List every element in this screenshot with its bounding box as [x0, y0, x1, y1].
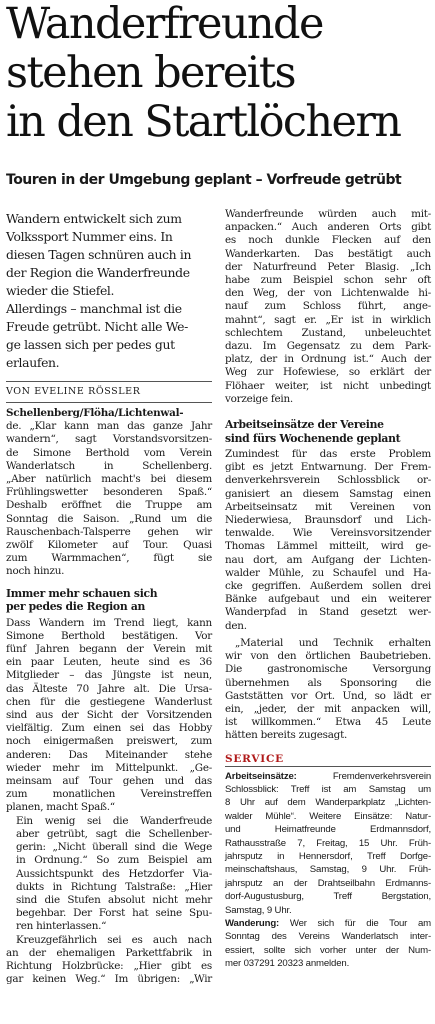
body-line: „Material und Technik erhalten	[235, 636, 431, 649]
body-line: sind aus der Sicht der Vorsitzenden	[6, 709, 212, 722]
body-line: ein, „jeder, der mit anpacken will,	[225, 702, 431, 715]
body-line: dazu. Im Gegensatz zu dem Park-	[225, 340, 431, 353]
body-line: es noch dunkle Flecken auf den	[225, 234, 431, 247]
body-line: zum Warmmachen“, fügt sie	[6, 552, 212, 565]
left-column	[6, 210, 212, 986]
body-paragraph	[6, 617, 212, 815]
body-line: dukts in Richtung Talstraße: „Hier	[16, 880, 212, 893]
body-line: anderen: Das Miteinander stehe	[6, 748, 212, 761]
service-text: Samstag, 9 Uhr.	[225, 904, 292, 916]
body-line: fünf Jahren begann der Verein mit	[6, 643, 212, 656]
service-text: Sonntag des Vereins Wanderlatsch inter-	[225, 931, 431, 943]
body-line: noch hinzu.	[6, 565, 65, 578]
service-line	[225, 877, 431, 890]
body-line: Mitglieder – das Jüngste ist neun,	[6, 669, 212, 682]
body-line: planen, macht Spaß.“	[6, 801, 115, 814]
body-line: den.	[225, 619, 247, 632]
body-line: Richtung Holzbrücke: „Hier gibt es	[6, 959, 212, 972]
body-line: Frühlingswetter besonderen Spaß.“	[6, 486, 212, 499]
service-line	[225, 783, 431, 796]
body-line: wieder mehr im Mittelpunkt. „Ge-	[6, 761, 212, 774]
service-line	[225, 944, 431, 957]
byline-rule-top	[6, 381, 212, 382]
body-line: Niederwiesa, Braunsdorf und Lich-	[225, 514, 431, 527]
body-line: ein paar Leuten, heute sind es 36	[6, 656, 212, 669]
body-line: nau dort, am Aufgang der Lichten-	[225, 553, 431, 566]
intro-line: ge lassen sich per pedes gut	[6, 337, 175, 352]
service-text: Schlossblick: Treff ist am Samstag um	[225, 783, 431, 795]
service-box	[225, 770, 431, 971]
body-line: Deshalb eröffnet die Truppe am	[6, 499, 212, 512]
body-line: aber getrübt, sagt die Schellenber-	[16, 827, 212, 840]
body-line: tenwalde. Wie Vereinsvorsitzender	[225, 527, 431, 540]
service-text: mer 037291 20323 anmelden.	[225, 958, 350, 970]
body-paragraph	[6, 815, 212, 934]
body-paragraph	[6, 934, 212, 987]
body-line: Ein wenig sei die Wanderfreude	[16, 814, 212, 827]
service-text: jahrsputz in Hennersdorf, Treff Dorfge-	[225, 850, 431, 862]
body-line: cke gegriffen. Außerdem sollen drei	[225, 580, 431, 593]
body-paragraph	[6, 407, 212, 579]
body-line: Zumindest für das erste Problem	[225, 448, 431, 461]
service-label: Arbeitseinsätze:	[225, 770, 297, 782]
service-line	[225, 930, 431, 943]
body-line: ganisiert an diesem Samstag einen	[225, 487, 431, 500]
body-line: Wanderlatsch in Schellenberg.	[6, 459, 212, 472]
body-line: das Älteste 70 Jahre alt. Die Ursa-	[6, 682, 212, 695]
body-line: chen für die gestiegene Wanderlust	[6, 695, 212, 708]
body-line: Simone Berthold bestätigen. Vor	[6, 629, 212, 642]
intro-line: Wandern entwickelt sich zum	[6, 211, 182, 226]
section-subheading	[6, 587, 212, 614]
body-line: nauf zum Schloss führt, ange-	[225, 300, 431, 313]
intro-line: wieder die Stiefel.	[6, 283, 115, 298]
service-text: dorf-Augustusburg, Treff Bergstation,	[225, 891, 431, 903]
body-line: Thomas Lämmel mitteilt, wird ge-	[225, 540, 431, 553]
body-line: gar keinen Weg.“ Im übrigen: „Wir	[6, 973, 212, 986]
intro-line: Freude getrübt. Nicht alle We-	[6, 319, 188, 334]
service-text: jahrsputz an der Drahtseilbahn Erdmanns-	[225, 877, 431, 889]
body-line: Sonntag die Saison. „Rund um die	[6, 512, 212, 525]
intro-line: der Region die Wanderfreunde	[6, 265, 190, 280]
service-line	[225, 823, 431, 836]
body-line: walder Mühle, zu Schaufel und Ha-	[225, 566, 431, 579]
service-rule	[225, 766, 431, 767]
body-line: zwölf Kilometer auf Tour. Quasi	[6, 539, 212, 552]
body-line: Aussichtspunkt des Hetzdorfer Via-	[16, 867, 212, 880]
body-line: Weg zur Hofewiese, so erklärt der	[225, 366, 431, 379]
service-line	[225, 957, 431, 970]
body-line: Arbeitseinsatz mit Vereinen von	[225, 500, 431, 513]
body-line: ist willkommen.“ Etwa 45 Leute	[225, 716, 431, 729]
body-line: meinsam auf Tour gehen und das	[6, 775, 212, 788]
service-line	[225, 810, 431, 823]
body-line: Wanderkarten. Das bestätigt auch	[225, 247, 431, 260]
body-line: Gaststätten vor Ort. Und, so lädt er	[225, 689, 431, 702]
service-text: 8 Uhr auf dem Wanderparkplatz „Lichten-	[225, 797, 431, 809]
body-line: Wanderfreunde würden auch mit-	[225, 208, 431, 220]
body-line: denverkehrsverein Schlossblick or-	[225, 474, 431, 487]
body-line: Rauschenbach-Talsperre gehen wir	[6, 525, 212, 538]
subheading-line: sind fürs Wochenende geplant	[225, 431, 401, 445]
body-line: noch einigermaßen preiswert, zum	[6, 735, 212, 748]
body-line: habe zum Beispiel schon sehr oft	[225, 274, 431, 287]
service-line	[225, 850, 431, 863]
body-line: zum monatlichen Vereinstreffen	[6, 788, 212, 801]
service-text: meinschaftshaus, Samstag, 9 Uhr. Früh-	[225, 864, 431, 876]
body-line: vielfältig. Zum einen sei das Hobby	[6, 722, 212, 735]
body-line: platz, der in Ordnung ist.“ Auch der	[225, 353, 431, 366]
body-line: Dass Wandern im Trend liegt, kann	[6, 616, 212, 629]
service-line	[225, 770, 431, 783]
body-line: schlechtem Zustand, unbeleuchtet	[225, 326, 431, 339]
body-line: an der ehemaligen Parkettfabrik in	[6, 946, 212, 959]
body-line: wir von den örtlichen Baubetrieben.	[225, 650, 431, 663]
intro-line: erlaufen.	[6, 355, 60, 370]
body-line: „Aber natürlich macht's bei diesem	[6, 473, 212, 486]
body-paragraph	[225, 637, 431, 743]
headline	[6, 0, 431, 147]
body-line: wandern“, sagt Vorstandsvorsitzen-	[6, 433, 212, 446]
subheading-line: Arbeitseinsätze der Vereine	[225, 418, 384, 432]
body-line: der Naturfreund Peter Blasig. „Ich	[225, 260, 431, 273]
service-label: Wanderung:	[225, 917, 280, 929]
body-line: Wanderpfad in Stand gesetzt wer-	[225, 606, 431, 619]
body-line: anpacken.“ Auch anderen Orts gibt	[225, 221, 431, 234]
service-heading: SERVICE	[225, 752, 284, 765]
dateline: Schellenberg/Flöha/Lichtenwal-	[6, 407, 184, 419]
headline-line: in den Startlöchern	[6, 97, 401, 147]
byline-rule-bottom	[6, 402, 212, 403]
body-line: gerin: „Nicht überall sind die Wege	[16, 841, 212, 854]
subheading-line: per pedes die Region an	[6, 600, 146, 614]
body-line: sind die Stufen absolut nicht mehr	[16, 893, 212, 906]
body-line: in Ordnung.“ So zum Beispiel am	[16, 854, 212, 867]
headline-line: stehen bereits	[6, 48, 295, 98]
body-line: begehbar. Der Forst hat seine Spu-	[16, 907, 212, 920]
service-line	[225, 904, 431, 917]
body-line: Bänke aufgebaut und ein weiterer	[225, 593, 431, 606]
body-paragraph	[225, 448, 431, 633]
body-line: ren hinterlassen.“	[16, 920, 107, 933]
body-line: mahnt“, sagt er. „Er ist in wirklich	[225, 313, 431, 326]
section-subheading	[225, 418, 431, 445]
service-text: essiert, sollte sich vorher unter der Num-	[225, 944, 431, 956]
body-line: übernehmen als Sponsoring die	[225, 676, 431, 689]
intro-line: Allerdings – manchmal ist die	[6, 301, 182, 316]
service-text: und Heimatfreunde Erdmannsdorf,	[225, 824, 431, 836]
body-line: de Simone Berthold vom Verein	[6, 446, 212, 459]
body-line: Flöhaer weiter, ist nicht unbedingt	[225, 379, 431, 392]
body-line: de. „Klar kann man das ganze Jahr	[6, 420, 212, 433]
body-line: Kreuzgefährlich sei es auch nach	[16, 933, 212, 946]
intro-paragraph	[6, 210, 212, 372]
body-line: hätten bereits zugesagt.	[225, 729, 348, 742]
service-text: walder Mühle“. Weitere Einsätze: Natur-	[225, 810, 431, 822]
body-line: gibt es jetzt Entwarnung. Der Frem-	[225, 461, 431, 474]
service-text: Wer sich für die Tour am	[279, 917, 431, 929]
subheadline: Touren in der Umgebung geplant – Vorfreude getrübt	[6, 172, 402, 188]
body-line: vorzeige fein.	[225, 392, 293, 405]
service-line	[225, 863, 431, 876]
body-line: den Weg, der von Lichtenwalde hi-	[225, 287, 431, 300]
service-text: Fremdenverkehrsverein	[296, 770, 431, 782]
intro-line: Volkssport Nummer eins. In	[6, 229, 173, 244]
intro-line: diesen Tagen schnüren auch in	[6, 247, 192, 262]
byline: VON EVELINE RÖSSLER	[6, 386, 141, 397]
service-line	[225, 917, 431, 930]
right-column	[225, 208, 431, 971]
service-line	[225, 796, 431, 809]
service-text: Rathausstraße 7, Freitag, 15 Uhr. Früh-	[225, 837, 431, 849]
headline-line: Wanderfreunde	[6, 0, 323, 49]
service-line	[225, 837, 431, 850]
subheading-line: Immer mehr schauen sich	[6, 586, 158, 600]
service-line	[225, 890, 431, 903]
body-paragraph	[225, 208, 431, 406]
body-line: Die gastronomische Versorgung	[225, 663, 431, 676]
